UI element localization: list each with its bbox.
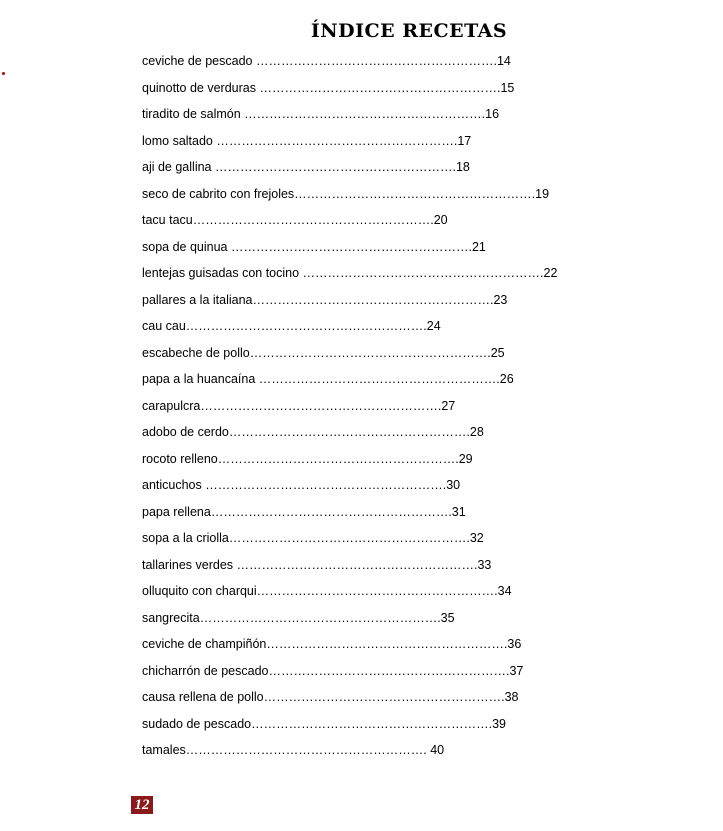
- recipe-name: sangrecita: [142, 610, 200, 625]
- recipe-name: seco de cabrito con frejoles: [142, 186, 295, 201]
- page-number: 25: [490, 345, 505, 360]
- dot-leader: ………………………………………………….: [252, 292, 494, 307]
- dot-leader: ………………………………………………….: [217, 451, 459, 466]
- page-number: 33: [477, 557, 492, 572]
- page-number: 22: [543, 266, 558, 280]
- dot-leader: ………………………………………………….: [256, 584, 498, 598]
- dot-leader: ………………………………………………….: [216, 133, 458, 148]
- toc-entry: [142, 451, 557, 478]
- recipe-name: tiradito de salmón: [142, 107, 241, 121]
- dot-leader: ………………………………………………….: [302, 266, 544, 280]
- recipe-name: lentejas guisadas con tocino: [142, 266, 300, 280]
- recipe-name: tallarines verdes: [142, 557, 234, 572]
- toc-entry: [142, 265, 557, 292]
- dot-leader: ………………………………………………….: [249, 345, 491, 360]
- recipe-name: quinotto de verduras: [142, 80, 256, 95]
- toc-entry: [142, 477, 557, 504]
- page-number: 26: [499, 372, 514, 386]
- page-number: 16: [485, 107, 500, 121]
- recipe-index-list: [142, 53, 557, 769]
- toc-entry: [142, 557, 557, 584]
- toc-entry: [142, 583, 557, 610]
- recipe-name: causa rellena de pollo: [142, 690, 264, 704]
- toc-entry: [142, 424, 557, 451]
- toc-entry: [142, 345, 557, 372]
- recipe-name: tacu tacu: [142, 213, 193, 227]
- recipe-name: ceviche de pescado: [142, 54, 253, 68]
- recipe-name: papa a la huancaína: [142, 372, 256, 386]
- toc-entry: [142, 398, 557, 425]
- dot-leader: ………………………………………………….: [214, 160, 456, 174]
- toc-entry: [142, 292, 557, 319]
- page-number: 39: [492, 716, 507, 731]
- toc-entry: [142, 610, 557, 637]
- page-number: 37: [509, 663, 524, 678]
- toc-entry: [142, 742, 557, 769]
- page-number: 15: [500, 80, 515, 95]
- page-number: 40: [430, 743, 445, 757]
- recipe-name: escabeche de pollo: [142, 345, 250, 360]
- dot-leader: ………………………………………………….: [294, 186, 536, 201]
- toc-entry: [142, 530, 557, 557]
- toc-entry: [142, 636, 557, 663]
- page-number: 17: [457, 133, 472, 148]
- recipe-name: cau cau: [142, 319, 186, 333]
- toc-entry: [142, 318, 557, 345]
- page-number: 23: [493, 292, 508, 307]
- toc-entry: [142, 504, 557, 531]
- toc-entry: [142, 106, 557, 133]
- dot-leader: ………………………………………………….: [192, 213, 434, 227]
- recipe-name: anticuchos: [142, 478, 202, 492]
- dot-leader: ………………………………………………….: [268, 663, 510, 678]
- dot-leader: ………………………………………………….: [230, 239, 472, 254]
- toc-entry: [142, 239, 557, 266]
- page-number: 30: [446, 478, 461, 492]
- recipe-name: ceviche de champiñón: [142, 637, 267, 651]
- page-number: 32: [469, 531, 484, 545]
- recipe-name: papa rellena: [142, 504, 211, 519]
- toc-entry: [142, 186, 557, 213]
- recipe-name: aji de gallina: [142, 160, 212, 174]
- dot-leader: ………………………………………………….: [228, 531, 470, 545]
- toc-entry: [142, 133, 557, 160]
- dot-leader: ………………………………………………….: [210, 504, 452, 519]
- recipe-name: lomo saltado: [142, 133, 213, 148]
- page-number: 24: [426, 319, 441, 333]
- page-number: 38: [504, 690, 519, 704]
- dot-leader: ………………………………………………….: [244, 107, 486, 121]
- recipe-name: pallares a la italiana: [142, 292, 253, 307]
- dot-leader: ………………………………………………….: [228, 425, 470, 439]
- recipe-name: adobo de cerdo: [142, 425, 229, 439]
- recipe-name: olluquito con charqui: [142, 584, 257, 598]
- dot-leader: ………………………………………………….: [263, 690, 505, 704]
- dot-leader: ………………………………………………….: [185, 319, 427, 333]
- dot-leader: ………………………………………………….: [205, 478, 447, 492]
- recipe-name: chicharrón de pescado: [142, 663, 269, 678]
- dot-leader: ………………………………………………….: [259, 80, 501, 95]
- toc-entry: [142, 159, 557, 186]
- margin-mark: [2, 72, 5, 75]
- dot-leader: ………………………………………………….: [251, 716, 493, 731]
- page-number: 18: [455, 160, 470, 174]
- page-number: 35: [440, 610, 455, 625]
- page-number: 14: [496, 54, 511, 68]
- dot-leader: ………………………………………………….: [266, 637, 508, 651]
- dot-leader: ………………………………………………….: [255, 54, 497, 68]
- recipe-name: tamales: [142, 743, 186, 757]
- recipe-name: sopa a la criolla: [142, 531, 229, 545]
- dot-leader: ………………………………………………….: [258, 372, 500, 386]
- recipe-name: sudado de pescado: [142, 716, 252, 731]
- recipe-name: sopa de quinua: [142, 239, 228, 254]
- page-number: 31: [451, 504, 466, 519]
- toc-entry: [142, 689, 557, 716]
- page-number: 21: [471, 239, 486, 254]
- dot-leader: ………………………………………………….: [236, 557, 478, 572]
- recipe-name: rocoto relleno: [142, 451, 218, 466]
- page-number: 27: [441, 398, 456, 413]
- toc-entry: [142, 212, 557, 239]
- page-number-badge: 12: [131, 796, 153, 814]
- dot-leader: ………………………………………………….: [185, 743, 431, 757]
- page-number: 29: [458, 451, 473, 466]
- toc-entry: [142, 53, 557, 80]
- page-number: 36: [507, 637, 522, 651]
- page-number: 20: [433, 213, 448, 227]
- recipe-name: carapulcra: [142, 398, 201, 413]
- toc-entry: [142, 716, 557, 743]
- toc-entry: [142, 663, 557, 690]
- dot-leader: ………………………………………………….: [200, 398, 442, 413]
- page-number: 34: [497, 584, 512, 598]
- dot-leader: ………………………………………………….: [199, 610, 441, 625]
- page-number: 19: [535, 186, 550, 201]
- toc-entry: [142, 80, 557, 107]
- page-number: 28: [469, 425, 484, 439]
- page-title: ÍNDICE RECETAS: [310, 20, 508, 42]
- toc-entry: [142, 371, 557, 398]
